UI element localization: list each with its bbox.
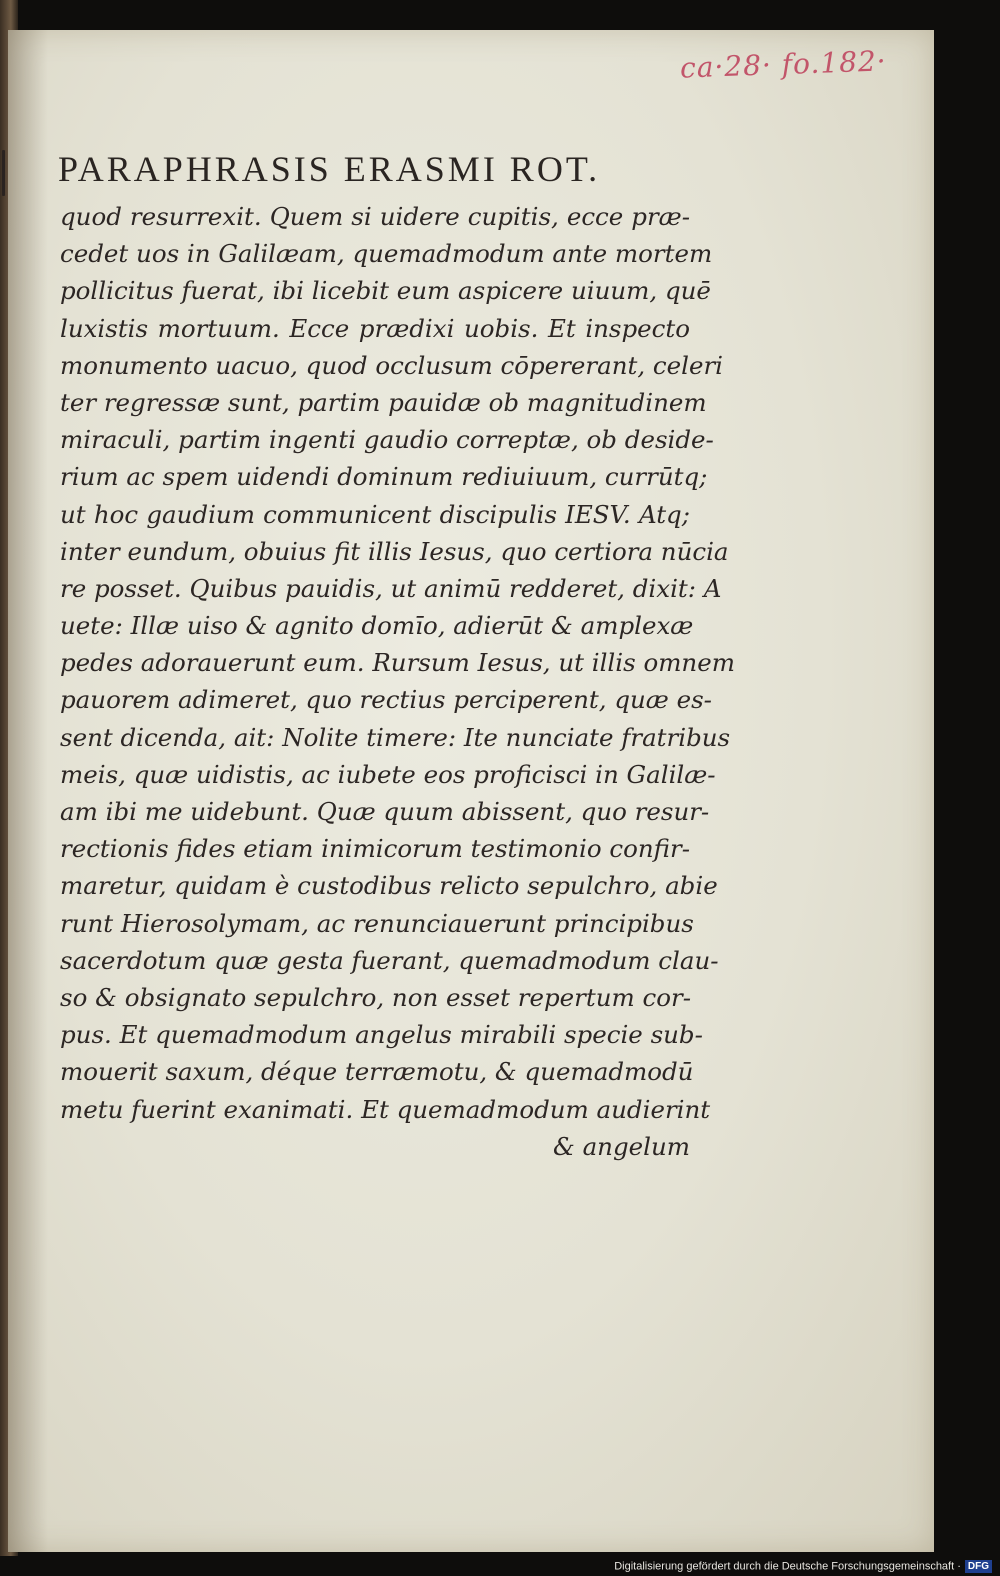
text-line: quod resurrexit. Quem si uidere cupitis, ecce præ- xyxy=(60,202,690,231)
text-line: metu fuerint exanimati. Et quemadmodum audierint xyxy=(60,1094,711,1124)
text-line: sacerdotum quæ gesta fuerant, quemadmodum clau- xyxy=(60,945,719,975)
gutter-shadow xyxy=(8,30,48,1552)
text-line: re posset. Quibus pauidis, ut animū redderet, dixit: A xyxy=(60,573,722,603)
text-line: pedes adorauerunt eum. Rursum Iesus, ut illis omnem xyxy=(60,648,735,678)
footer-credit xyxy=(614,1560,992,1573)
text-line: rectionis fides etiam inimicorum testimonio confir- xyxy=(60,834,690,864)
margin-mark xyxy=(2,150,5,196)
text-line: miraculi, partim ingenti gaudio correptæ, ob deside- xyxy=(60,425,714,455)
text-line: ter regressæ sunt, partim pauidæ ob magnitudinem xyxy=(60,387,707,417)
catchword-line: & angelum xyxy=(552,1131,690,1161)
text-line: pus. Et quemadmodum angelus mirabili specie sub- xyxy=(60,1020,703,1050)
text-line: rium ac spem uidendi dominum rediuiuum, currūtq; xyxy=(60,462,708,492)
text-line: sent dicenda, ait: Nolite timere: Ite nunciate fratribus xyxy=(60,722,731,752)
text-line: pollicitus fuerat, ibi licebit eum aspicere uiuum, quē xyxy=(60,276,711,306)
text-line: mouerit saxum, déque terræmotu, & quemadmodū xyxy=(60,1057,694,1087)
text-line: cedet uos in Galilæam, quemadmodum ante mortem xyxy=(60,239,713,269)
text-line: inter eundum, obuius fit illis Iesus, quo certiora nūcia xyxy=(60,536,729,566)
footer-credit-text: Digitalisierung gefördert durch die Deutsche Forschungsgemeinschaft · xyxy=(614,1560,961,1573)
handwritten-annotation: ca·28· fo.182· xyxy=(679,44,888,85)
text-line: runt Hierosolymam, ac renunciauerunt principibus xyxy=(60,908,694,938)
text-line: luxistis mortuum. Ecce prædixi uobis. Et inspecto xyxy=(60,313,690,343)
text-line: so & obsignato sepulchro, non esset repertum cor- xyxy=(60,982,691,1012)
dfg-logo: DFG xyxy=(965,1560,992,1573)
text-line: meis, quæ uidistis, ac iubete eos proficisci in Galilæ- xyxy=(60,759,716,789)
text-line: uete: Illæ uiso & agnito domīo, adierūt & amplexæ xyxy=(60,611,694,641)
footer-bar xyxy=(0,1556,1000,1576)
text-line: maretur, quidam è custodibus relicto sepulchro, abie xyxy=(60,871,718,901)
text-line: monumento uacuo, quod occlusum cōpererant, celeri xyxy=(60,350,723,380)
body-text xyxy=(60,198,735,1165)
text-line: am ibi me uidebunt. Quæ quum abissent, quo resur- xyxy=(60,797,710,826)
text-line: ut hoc gaudium communicent discipulis IESV. Atq; xyxy=(60,499,690,529)
text-line: pauorem adimeret, quo rectius perciperent, quæ es- xyxy=(60,685,712,715)
running-head: PARAPHRASIS ERASMI ROT. xyxy=(58,149,601,189)
